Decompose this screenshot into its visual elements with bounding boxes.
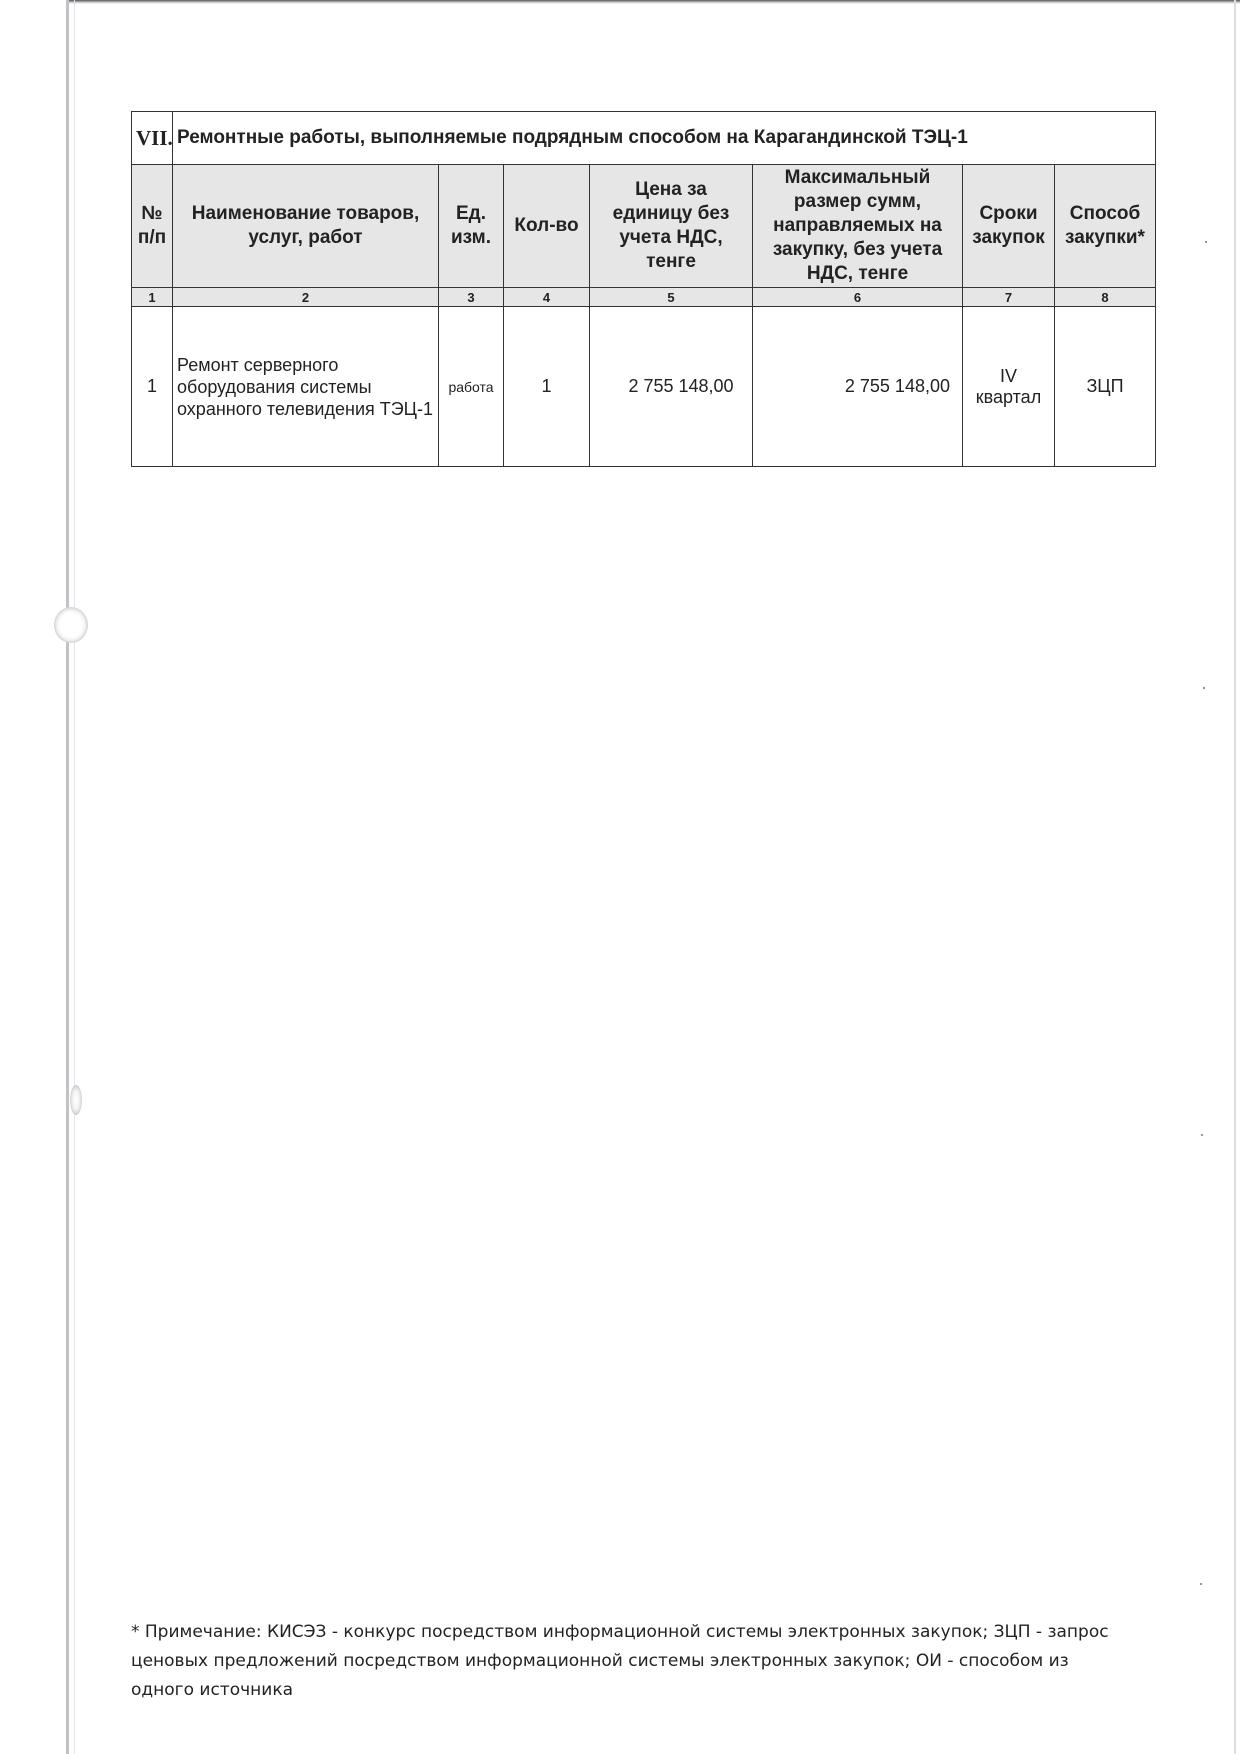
scan-speck (1205, 241, 1207, 243)
punch-hole (54, 607, 88, 643)
row-unit-price: 2 755 148,00 (590, 307, 753, 467)
scan-edge-left (66, 0, 69, 1754)
row-method: ЗЦП (1055, 307, 1156, 467)
scan-edge-left-shadow (74, 0, 75, 1754)
row-quantity: 1 (504, 307, 590, 467)
scan-speck (1200, 1583, 1202, 1585)
footnote: * Примечание: КИСЭЗ - конкурс посредством информационной системы электронных закупок; ЗЦП - запрос ценовых предложений посредством информационной системы электронных закупок; ОИ - способом из одного источника (131, 1622, 1109, 1700)
section-header-row (132, 112, 1156, 165)
col-header-method: Способ закупки* (1055, 165, 1156, 288)
row-unit: работа (439, 307, 504, 467)
column-header-row (132, 165, 1156, 288)
col-index: 8 (1055, 288, 1156, 307)
col-index: 3 (439, 288, 504, 307)
section-number: VII. (132, 112, 173, 165)
col-index: 2 (173, 288, 439, 307)
column-index-row (132, 288, 1156, 307)
table-row (132, 307, 1156, 467)
col-header-name: Наименование товаров, услуг, работ (173, 165, 439, 288)
row-item-name: Ремонт серверного оборудования системы охранного телевидения ТЭЦ-1 (173, 307, 439, 467)
procurement-table (131, 111, 1156, 467)
punch-hole (70, 1085, 82, 1115)
col-index: 4 (504, 288, 590, 307)
section-title: Ремонтные работы, выполняемые подрядным способом на Карагандинской ТЭЦ-1 (173, 112, 1156, 165)
row-period: IV квартал (963, 307, 1055, 467)
col-index: 5 (590, 288, 753, 307)
col-index: 7 (963, 288, 1055, 307)
col-header-max-sum: Максимальный размер сумм, направляемых на закупку, без учета НДС, тенге (753, 165, 963, 288)
col-header-period: Сроки закупок (963, 165, 1055, 288)
col-index: 6 (753, 288, 963, 307)
col-header-qty: Кол-во (504, 165, 590, 288)
row-number: 1 (132, 307, 173, 467)
col-header-price: Цена за единицу без учета НДС, тенге (590, 165, 753, 288)
col-index: 1 (132, 288, 173, 307)
scan-speck (1201, 1134, 1203, 1136)
col-header-num: № п/п (132, 165, 173, 288)
scan-edge-top (66, 0, 1240, 4)
scan-speck (1203, 687, 1205, 689)
col-header-unit: Ед. изм. (439, 165, 504, 288)
row-max-sum: 2 755 148,00 (753, 307, 963, 467)
scan-edge-right (1234, 0, 1236, 1754)
